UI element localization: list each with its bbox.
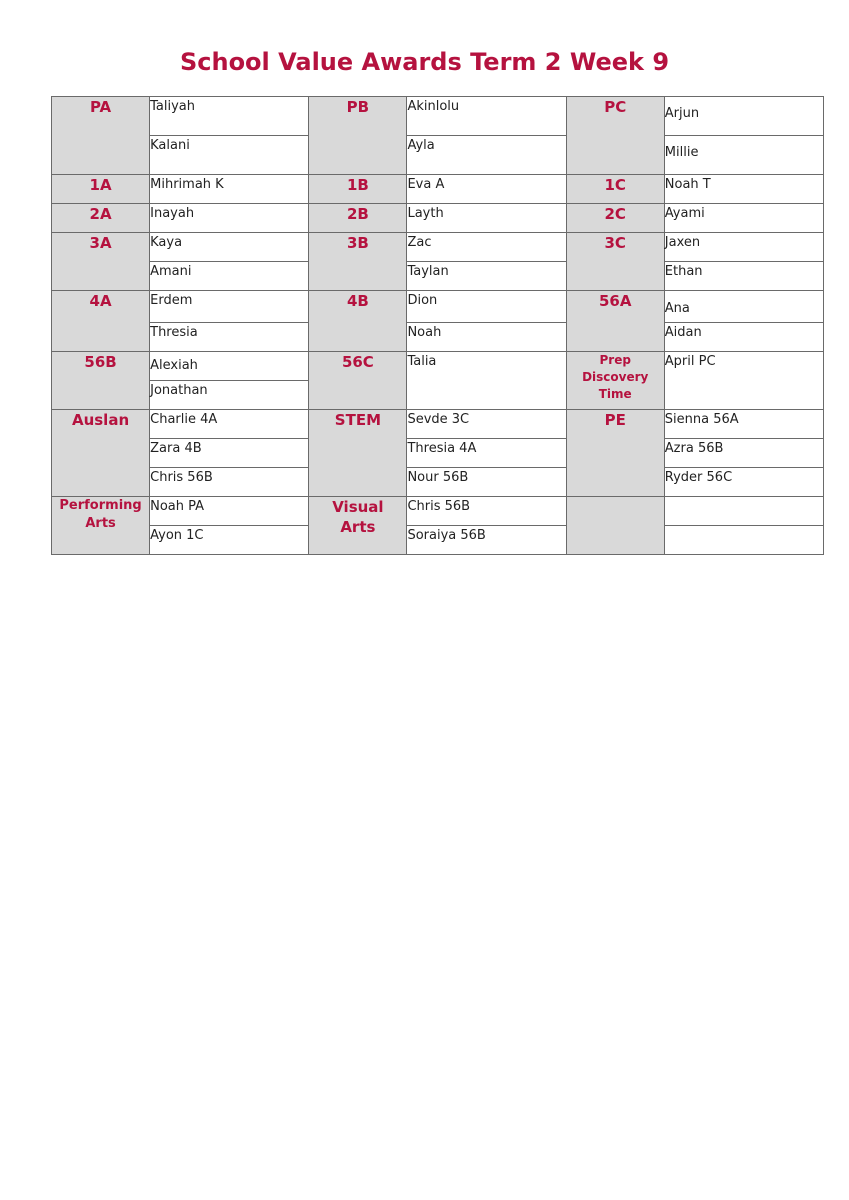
class-label-2b: 2B xyxy=(309,204,407,233)
class-label-1c: 1C xyxy=(566,175,664,204)
table-row xyxy=(52,291,824,323)
award-name: Millie xyxy=(664,136,823,175)
award-name: Amani xyxy=(150,262,309,291)
class-label-2c: 2C xyxy=(566,204,664,233)
specialist-label-visual-arts: Visual Arts xyxy=(309,497,407,555)
award-name: Jaxen xyxy=(664,233,823,262)
class-label-56a: 56A xyxy=(566,291,664,352)
award-name: Erdem xyxy=(150,291,309,323)
specialist-label-performing-arts: Performing Arts xyxy=(52,497,150,555)
class-label-pb: PB xyxy=(309,97,407,175)
table-row xyxy=(52,410,824,439)
award-name: Dion xyxy=(407,291,566,323)
award-name: Mihrimah K xyxy=(150,175,309,204)
table-row xyxy=(52,97,824,136)
award-name: Alexiah xyxy=(150,352,309,381)
class-label-56b: 56B xyxy=(52,352,150,410)
award-name: Talia xyxy=(407,352,566,410)
class-label-3b: 3B xyxy=(309,233,407,291)
award-name: Zara 4B xyxy=(150,439,309,468)
empty-name-cell xyxy=(664,497,823,526)
award-name: Taylan xyxy=(407,262,566,291)
award-name: Zac xyxy=(407,233,566,262)
award-name: Thresia 4A xyxy=(407,439,566,468)
class-label-1b: 1B xyxy=(309,175,407,204)
award-name: Jonathan xyxy=(150,381,309,410)
award-name: Soraiya 56B xyxy=(407,526,566,555)
specialist-label-auslan: Auslan xyxy=(52,410,150,497)
award-name: Chris 56B xyxy=(150,468,309,497)
class-label-1a: 1A xyxy=(52,175,150,204)
class-label-pc: PC xyxy=(566,97,664,175)
table-row xyxy=(52,204,824,233)
class-label-56c: 56C xyxy=(309,352,407,410)
table-row xyxy=(52,233,824,262)
specialist-label-stem: STEM xyxy=(309,410,407,497)
award-name: Sienna 56A xyxy=(664,410,823,439)
class-label-3c: 3C xyxy=(566,233,664,291)
award-name: Azra 56B xyxy=(664,439,823,468)
award-name: Eva A xyxy=(407,175,566,204)
table-row xyxy=(52,497,824,526)
award-name: Inayah xyxy=(150,204,309,233)
award-name: Kalani xyxy=(150,136,309,175)
class-label-prep-discovery-time: Prep Discovery Time xyxy=(566,352,664,410)
empty-name-cell xyxy=(664,526,823,555)
table-row xyxy=(52,468,824,497)
award-name: Ana xyxy=(664,291,823,323)
award-name: Noah PA xyxy=(150,497,309,526)
award-name: Aidan xyxy=(664,323,823,352)
class-label-4b: 4B xyxy=(309,291,407,352)
table-row xyxy=(52,262,824,291)
award-name: April PC xyxy=(664,352,823,410)
award-name: Ayon 1C xyxy=(150,526,309,555)
table-row xyxy=(52,136,824,175)
award-name: Noah xyxy=(407,323,566,352)
award-name: Akinlolu xyxy=(407,97,566,136)
award-name: Ayla xyxy=(407,136,566,175)
award-name: Nour 56B xyxy=(407,468,566,497)
award-name: Chris 56B xyxy=(407,497,566,526)
table-row xyxy=(52,323,824,352)
table-row xyxy=(52,439,824,468)
award-name: Ayami xyxy=(664,204,823,233)
award-name: Charlie 4A xyxy=(150,410,309,439)
awards-table xyxy=(51,96,824,555)
class-label-3a: 3A xyxy=(52,233,150,291)
award-name: Sevde 3C xyxy=(407,410,566,439)
award-name: Kaya xyxy=(150,233,309,262)
award-name: Ryder 56C xyxy=(664,468,823,497)
empty-label-cell xyxy=(566,497,664,555)
award-name: Thresia xyxy=(150,323,309,352)
class-label-pa: PA xyxy=(52,97,150,175)
class-label-4a: 4A xyxy=(52,291,150,352)
award-name: Taliyah xyxy=(150,97,309,136)
class-label-2a: 2A xyxy=(52,204,150,233)
award-name: Layth xyxy=(407,204,566,233)
table-row xyxy=(52,175,824,204)
award-name: Noah T xyxy=(664,175,823,204)
table-row xyxy=(52,526,824,555)
page-title: School Value Awards Term 2 Week 9 xyxy=(179,48,670,76)
award-name: Arjun xyxy=(664,97,823,136)
specialist-label-pe: PE xyxy=(566,410,664,497)
award-name: Ethan xyxy=(664,262,823,291)
table-row xyxy=(52,352,824,381)
